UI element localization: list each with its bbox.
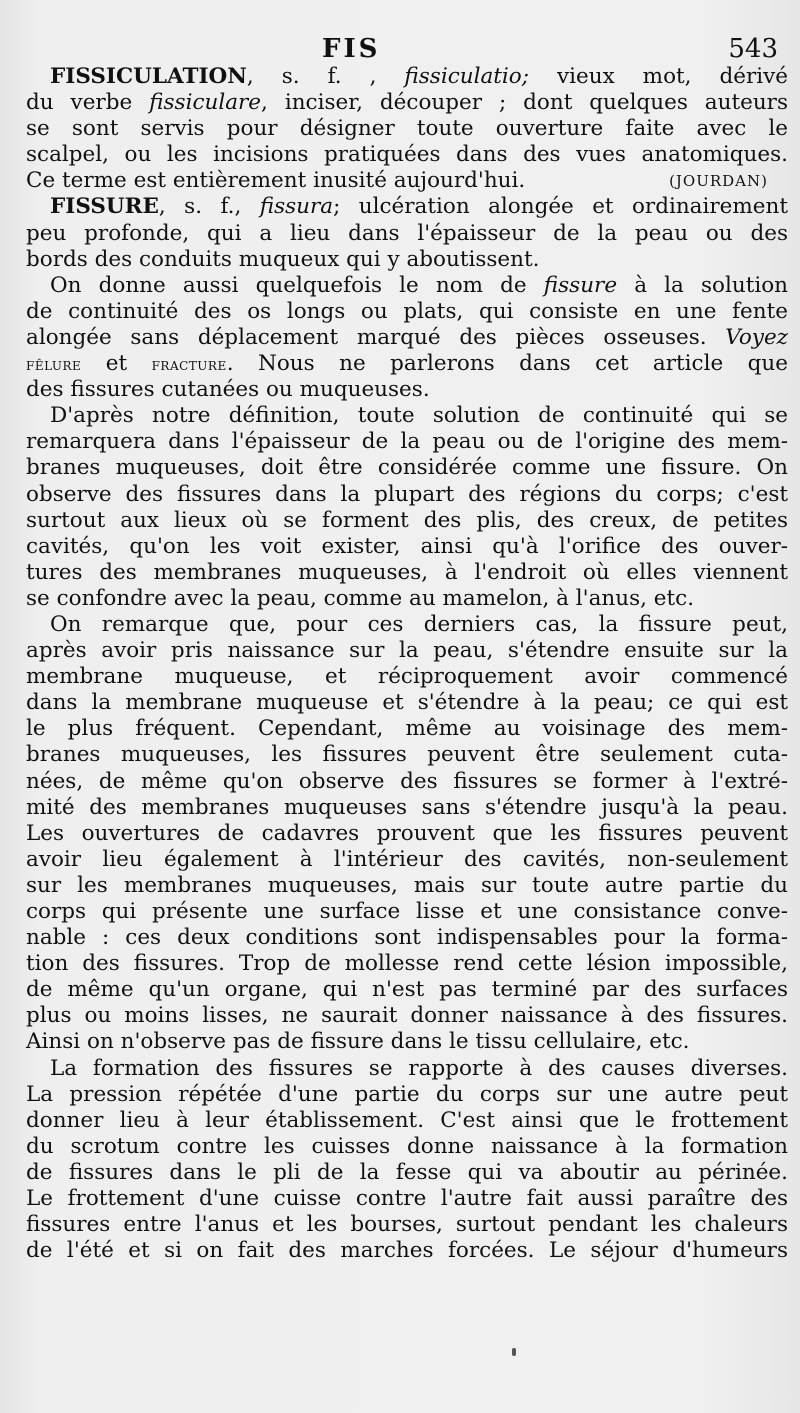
latin-term: fissiculatio; [404, 64, 529, 89]
text-line: se confondre avec la peau, comme au mamelon, à l'anus, etc. [26, 585, 695, 611]
ink-speck [512, 1348, 516, 1356]
text-run: On donne aussi quelquefois le nom de [50, 272, 544, 298]
see-also-label: Voyez [725, 324, 788, 350]
text-line: cavités, qu'on les voit exister, ainsi qu'à l'orifice des ouver- [26, 533, 788, 559]
author-signature: (JOURDAN) [669, 172, 768, 191]
text-line: tures des membranes muqueuses, à l'endroit où elles viennent [26, 559, 788, 585]
text-line [26, 325, 788, 351]
text-run: vieux mot, dérivé [528, 64, 788, 89]
text-run: Ce terme est entièrement inusité aujourd'hui. [26, 168, 526, 194]
text-line: La pression répétée d'une partie du corps sur une autre peut [26, 1081, 788, 1107]
text-line: On remarque que, pour ces derniers cas, la fissure peut, [50, 611, 788, 637]
text-line: scalpel, ou les incisions pratiquées dans des vues anatomiques. [26, 142, 788, 168]
text-line: Ainsi on n'observe pas de fissure dans le tissu cellulaire, etc. [26, 1029, 690, 1055]
paragraph-remarks [26, 612, 788, 1056]
text-run: et [81, 351, 152, 377]
text-line: branes muqueuses, les fissures peuvent être seulement cuta- [26, 742, 788, 768]
text-line [26, 168, 788, 194]
text-line: membrane muqueuse, et réciproquement avoir commencé [26, 664, 788, 690]
text-line [26, 90, 788, 116]
text-line: dans la membrane muqueuse et s'étendre à la peau; ce qui est [26, 690, 788, 716]
text-line [26, 194, 788, 220]
italic-term: fissure [543, 272, 618, 298]
text-line: donner lieu à leur établissement. C'est ainsi que le frottement [26, 1107, 788, 1133]
text-line [26, 273, 788, 299]
page-number: 543 [728, 34, 778, 64]
dictionary-text [26, 64, 788, 1264]
text-run: à la solution [617, 272, 788, 298]
text-line: avoir lieu également à l'intérieur des cavités, non-seulement [26, 846, 788, 872]
headword: FISSURE [50, 194, 159, 220]
text-line: sur les membranes muqueuses, mais sur toute autre partie du [26, 872, 788, 898]
latin-term: fissura [259, 194, 334, 220]
text-line: après avoir pris naissance sur la peau, s'étendre ensuite sur la [26, 638, 788, 664]
page-header [0, 34, 800, 68]
text-line: de fissures dans le pli de la fesse qui va aboutir au périnée. [26, 1159, 788, 1185]
entry-fissiculation [26, 64, 788, 194]
text-line: mité des membranes muqueuses sans s'étendre jusqu'à la peau. [26, 794, 788, 820]
text-line: fissures entre l'anus et les bourses, surtout pendant les chaleurs [26, 1212, 788, 1238]
text-line: remarquera dans l'épaisseur de la peau ou de l'origine des mem- [26, 429, 788, 455]
text-line: La formation des fissures se rapporte à des causes diverses. [50, 1055, 788, 1081]
entry-fissure [26, 194, 788, 1264]
text-line [26, 351, 788, 377]
text-line: D'après notre définition, toute solution de continuité qui se [50, 403, 788, 429]
text-run: . Nous ne parlerons dans cet article que [226, 351, 788, 377]
text-line: de l'été et si on fait des marches forcées. Le séjour d'humeurs [26, 1238, 788, 1264]
text-line: corps qui présente une surface lisse et une consistance conve- [26, 899, 788, 924]
text-run: , s. f. , [246, 64, 405, 89]
headword: FISSICULATION [50, 64, 247, 89]
text-line: Les ouvertures de cadavres prouvent que les fissures peuvent [26, 820, 788, 846]
running-head: FIS [322, 34, 381, 64]
text-line: branes muqueuses, doit être considérée comme une fissure. On [26, 455, 788, 481]
text-line: de même qu'un organe, qui n'est pas terminé par des surfaces [26, 977, 788, 1003]
text-run: ; ulcération alongée et ordinairement [333, 194, 788, 220]
text-line: tion des fissures. Trop de mollesse rend cette lésion impossible, [26, 951, 788, 977]
text-line: nable : ces deux conditions sont indispensables pour la forma- [26, 925, 788, 951]
paragraph-definition [26, 403, 788, 612]
cross-reference: fracture [151, 355, 227, 376]
text-line: surtout aux lieux où se forment des plis, des creux, de petites [26, 507, 788, 533]
text-line [26, 64, 788, 90]
paragraph-causes [26, 1056, 788, 1265]
text-line: des fissures cutanées ou muqueuses. [26, 377, 430, 403]
latin-term: fissiculare [149, 90, 262, 116]
text-line: se sont servis pour désigner toute ouverture faite avec le [26, 116, 788, 142]
text-line: plus ou moins lisses, ne saurait donner naissance à des fissures. [26, 1003, 788, 1029]
text-line: le plus fréquent. Cependant, même au voisinage des mem- [26, 716, 788, 742]
text-run: alongée sans déplacement marqué des pièces osseuses. [26, 324, 726, 350]
text-line: nées, de même qu'on observe des fissures se former à l'extré- [26, 768, 788, 794]
text-line: bords des conduits muqueux qui y aboutissent. [26, 246, 540, 272]
text-line: de continuité des os longs ou plats, qui consiste en une fente [26, 298, 788, 324]
text-run: , inciser, découper ; dont quelques auteurs [261, 90, 788, 116]
text-line: peu profonde, qui a lieu dans l'épaisseur de la peau ou des [26, 220, 788, 246]
cross-reference: fêlure [26, 355, 82, 376]
text-line: du scrotum contre les cuisses donne naissance à la formation [26, 1133, 788, 1159]
text-line: Le frottement d'une cuisse contre l'autre fait aussi paraître des [26, 1186, 788, 1212]
text-run: , s. f., [158, 194, 260, 220]
text-run: du verbe [26, 90, 150, 116]
text-line: observe des fissures dans la plupart des régions du corps; c'est [26, 481, 788, 507]
